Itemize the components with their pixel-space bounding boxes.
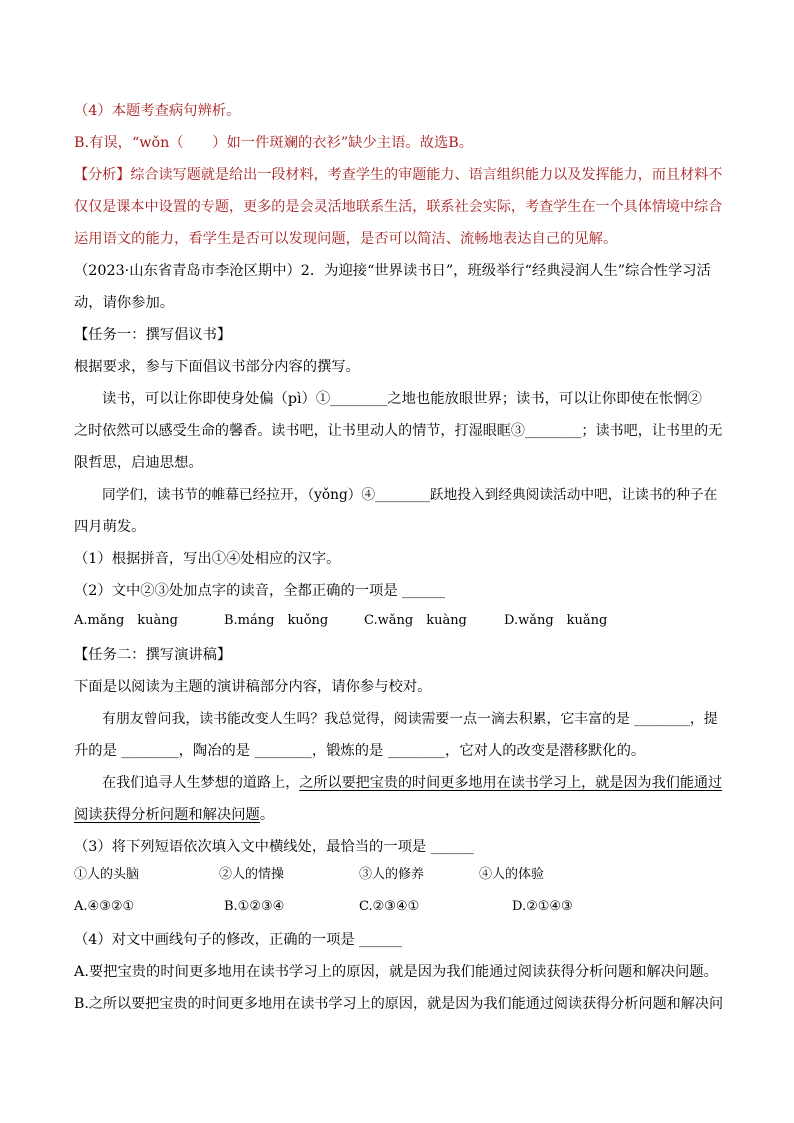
proposal-paragraph-2-line-1: 同学们，读书节的帷幕已经拉开，（yǒng）④________跃地投入到经典阅读活动中吧，让读书的种子在 xyxy=(102,487,718,503)
question-source-line-2: 动，请你参加。 xyxy=(74,295,175,311)
question-2: （2）文中②③处加点字的读音，全都正确的一项是 ______ xyxy=(74,583,446,599)
q4-option-b: B.之所以要把宝贵的时间更多地用在读书学习上的原因，就是因为我们能通过阅读获得分析问题和解决问 xyxy=(74,996,724,1012)
task1-title: 【任务一：撰写倡议书】 xyxy=(74,327,232,343)
q3-option-c: C.②③④① xyxy=(359,899,420,914)
q2-option-a: A.mǎng kuàng xyxy=(74,613,178,628)
phrase-1: ①人的头脑 xyxy=(74,867,140,882)
answer-item4-title: （4）本题考查病句辨析。 xyxy=(74,103,241,119)
analysis-line-1: 【分析】综合读写题就是给出一段材料，考查学生的审题能力、语言组织能力以及发挥能力，而且材料不 xyxy=(74,167,723,183)
underlined-sentence-part-1: 之所以要把宝贵的时间更多地用在读书学习上，就是因为我们能通过 xyxy=(299,775,723,791)
analysis-line-3: 运用语文的能力，看学生是否可以发现问题，是否可以简洁、流畅地表达自己的见解。 xyxy=(74,231,618,247)
question-source-line-1: （2023·山东省青岛市李沧区期中）2．为迎接“世界读书日”，班级举行“经典浸润人生”综合性学习活 xyxy=(74,263,711,279)
q3-option-d: D.②①④③ xyxy=(512,899,573,914)
question-4: （4）对文中画线句子的修改，正确的一项是 ______ xyxy=(74,932,403,948)
question-1: （1）根据拼音，写出①④处相应的汉字。 xyxy=(74,551,341,567)
q2-option-d: D.wǎng kuǎng xyxy=(504,613,608,628)
speech-paragraph-2-line-1: 在我们追寻人生梦想的道路上，之所以要把宝贵的时间更多地用在读书学习上，就是因为我们能通过 xyxy=(102,775,723,791)
q3-option-b: B.①②③④ xyxy=(224,899,285,914)
analysis-tag: 【分析】 xyxy=(74,167,131,183)
q2-option-c: C.wǎng kuàng xyxy=(364,613,467,628)
underlined-sentence-part-2: 阅读获得分析问题和解决问题 xyxy=(74,807,260,823)
proposal-paragraph-2-line-2: 四月萌发。 xyxy=(74,519,146,535)
speech-paragraph-2-line-2: 阅读获得分析问题和解决问题。 xyxy=(74,807,275,823)
task1-intro: 根据要求，参与下面倡议书部分内容的撰写。 xyxy=(74,359,360,375)
speech-paragraph-1-line-2: 升的是 ________，陶冶的是 ________，锻炼的是 ________，它对人的改变是潜移默化的。 xyxy=(74,743,646,759)
question-3: （3）将下列短语依次填入文中横线处，最恰当的一项是 ______ xyxy=(74,839,474,855)
speech-paragraph-1-line-1: 有朋友曾问我，读书能改变人生吗？我总觉得，阅读需要一点一滴去积累，它丰富的是 ________，提 xyxy=(102,711,718,727)
q2-option-b: B.máng kuǒng xyxy=(224,613,329,628)
proposal-paragraph-1-line-2: 之时依然可以感受生命的馨香。读书吧，让书里动人的情节，打湿眼眶③________；读书吧，让书里的无 xyxy=(74,423,723,439)
phrase-2: ②人的情操 xyxy=(219,867,285,882)
answer-item4-reason: B.有误，“wǒn（ ）如一件斑斓的衣衫”缺少主语。故选B。 xyxy=(74,135,474,151)
proposal-paragraph-1-line-1: 读书，可以让你即使身处偏（pì）①________之地也能放眼世界；读书，可以让你即使在怅惘② xyxy=(102,391,702,407)
task2-intro: 下面是以阅读为主题的演讲稿部分内容，请你参与校对。 xyxy=(74,679,432,695)
analysis-line-2: 仅仅是课本中设置的专题，更多的是会灵活地联系生活，联系社会实际，考查学生在一个具体情境中综合 xyxy=(74,199,723,215)
proposal-paragraph-1-line-3: 限哲思，启迪思想。 xyxy=(74,455,203,471)
phrase-4: ④人的体验 xyxy=(479,867,545,882)
phrase-3: ③人的修养 xyxy=(359,867,425,882)
task2-title: 【任务二：撰写演讲稿】 xyxy=(74,647,232,663)
q3-option-a: A.④③②① xyxy=(74,899,135,914)
q4-option-a: A.要把宝贵的时间更多地用在读书学习上的原因，就是因为我们能通过阅读获得分析问题和解决问题。 xyxy=(74,964,718,980)
